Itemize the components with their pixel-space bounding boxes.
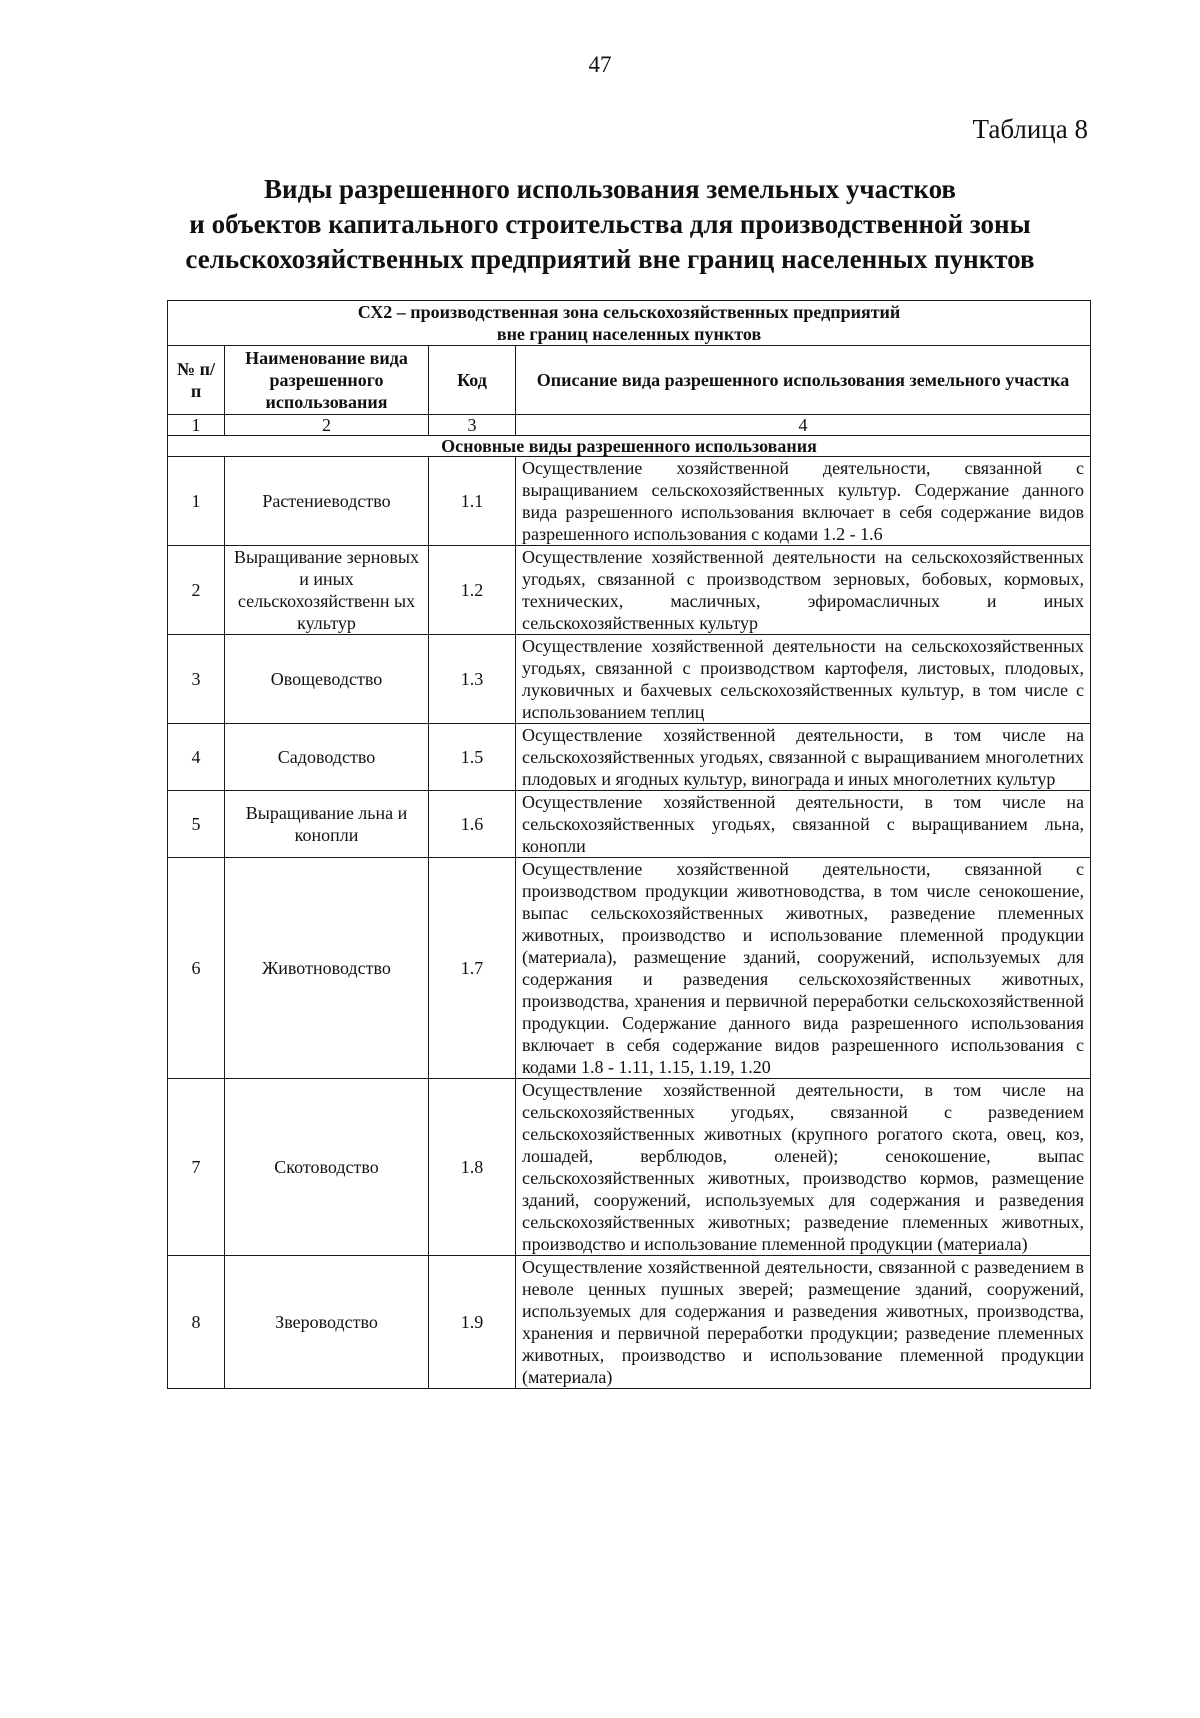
table-row xyxy=(168,724,1091,791)
use-code: 1.8 xyxy=(429,1079,516,1256)
use-code: 1.5 xyxy=(429,724,516,791)
use-description: Осуществление хозяйственной деятельности на сельскохозяйственных угодьях, связанной с производством картофеля, листовых, плодовых, луковичных и бахчевых сельскохозяйственных культур, в том числе с использованием теплиц xyxy=(516,635,1091,724)
section-title: Основные виды разрешенного использования xyxy=(168,436,1091,457)
table-row xyxy=(168,858,1091,1079)
use-description: Осуществление хозяйственной деятельности, связанной с разведением в неволе ценных пушных зверей; размещение зданий, сооружений, используемых для содержания и разведения животных, производства, хранения и первичной переработки продукции; разведение племенных животных, производство и использование племенной продукции (материала) xyxy=(516,1256,1091,1389)
use-name: Овощеводство xyxy=(225,635,429,724)
title-line: сельскохозяйственных предприятий вне границ населенных пунктов xyxy=(185,244,1035,274)
land-use-table xyxy=(167,300,1091,1389)
row-number: 4 xyxy=(168,724,225,791)
table-label: Таблица 8 xyxy=(972,114,1088,144)
zone-header-line: вне границ населенных пунктов xyxy=(496,324,762,344)
use-description: Осуществление хозяйственной деятельности на сельскохозяйственных угодьях, связанной с производством зерновых, бобовых, кормовых, технических, масличных, эфиромасличных и иных сельскохозяйственных культур xyxy=(516,546,1091,635)
zone-header-line: СХ2 – производственная зона сельскохозяйственных предприятий xyxy=(357,302,901,322)
section-row xyxy=(168,436,1091,457)
row-number: 5 xyxy=(168,791,225,858)
title-line: Виды разрешенного использования земельных участков xyxy=(264,174,956,204)
table-body xyxy=(168,457,1091,1389)
zone-header xyxy=(168,301,1091,346)
document-title xyxy=(150,172,1070,277)
header-description: Описание вида разрешенного использования земельного участка xyxy=(516,346,1091,415)
use-description: Осуществление хозяйственной деятельности, в том числе на сельскохозяйственных угодьях, связанной с выращиванием многолетних плодовых и ягодных культур, винограда и иных многолетних культур xyxy=(516,724,1091,791)
header-name: Наименование вида разрешенного использования xyxy=(225,346,429,415)
column-number-row xyxy=(168,415,1091,436)
title-line: и объектов капитального строительства для производственной зоны xyxy=(189,209,1031,239)
use-name: Выращивание льна и конопли xyxy=(225,791,429,858)
use-name: Звероводство xyxy=(225,1256,429,1389)
row-number: 8 xyxy=(168,1256,225,1389)
row-number: 3 xyxy=(168,635,225,724)
row-number: 1 xyxy=(168,457,225,546)
table-row xyxy=(168,546,1091,635)
column-number: 4 xyxy=(516,415,1091,436)
row-number: 6 xyxy=(168,858,225,1079)
use-description: Осуществление хозяйственной деятельности, в том числе на сельскохозяйственных угодьях, связанной с выращиванием льна, конопли xyxy=(516,791,1091,858)
zone-header-row xyxy=(168,301,1091,346)
column-header-row xyxy=(168,346,1091,415)
use-name: Скотоводство xyxy=(225,1079,429,1256)
column-number: 3 xyxy=(429,415,516,436)
row-number: 7 xyxy=(168,1079,225,1256)
use-code: 1.6 xyxy=(429,791,516,858)
page-number: 47 xyxy=(588,52,612,77)
table-row xyxy=(168,457,1091,546)
use-name: Садоводство xyxy=(225,724,429,791)
use-name: Животноводство xyxy=(225,858,429,1079)
use-description: Осуществление хозяйственной деятельности, связанной с выращиванием сельскохозяйственных культур. Содержание данного вида разрешенного использования включает в себя содержание видов разрешенного использования с кодами 1.2 - 1.6 xyxy=(516,457,1091,546)
header-num: № п/п xyxy=(168,346,225,415)
header-code: Код xyxy=(429,346,516,415)
table-row xyxy=(168,1256,1091,1389)
use-code: 1.9 xyxy=(429,1256,516,1389)
use-name: Растениеводство xyxy=(225,457,429,546)
use-code: 1.1 xyxy=(429,457,516,546)
use-code: 1.3 xyxy=(429,635,516,724)
column-number: 1 xyxy=(168,415,225,436)
column-number: 2 xyxy=(225,415,429,436)
use-code: 1.2 xyxy=(429,546,516,635)
use-description: Осуществление хозяйственной деятельности, в том числе на сельскохозяйственных угодьях, связанной с разведением сельскохозяйственных животных (крупного рогатого скота, овец, коз, лошадей, верблюдов, оленей); сенокошение, выпас сельскохозяйственных животных, производство кормов, размещение зданий, сооружений, используемых для содержания и разведения сельскохозяйственных животных; разведение племенных животных, производство и использование племенной продукции (материала) xyxy=(516,1079,1091,1256)
table-row xyxy=(168,635,1091,724)
use-code: 1.7 xyxy=(429,858,516,1079)
use-name: Выращивание зерновых и иных сельскохозяйственн ых культур xyxy=(225,546,429,635)
table-row xyxy=(168,791,1091,858)
use-description: Осуществление хозяйственной деятельности, связанной с производством продукции животноводства, в том числе сенокошение, выпас сельскохозяйственных животных, разведение племенных животных, производство и использование племенной продукции (материала), размещение зданий, сооружений, используемых для содержания и разведения сельскохозяйственных животных, производства, хранения и первичной переработки сельскохозяйственной продукции. Содержание данного вида разрешенного использования включает в себя содержание видов разрешенного использования с кодами 1.8 - 1.11, 1.15, 1.19, 1.20 xyxy=(516,858,1091,1079)
table-row xyxy=(168,1079,1091,1256)
row-number: 2 xyxy=(168,546,225,635)
